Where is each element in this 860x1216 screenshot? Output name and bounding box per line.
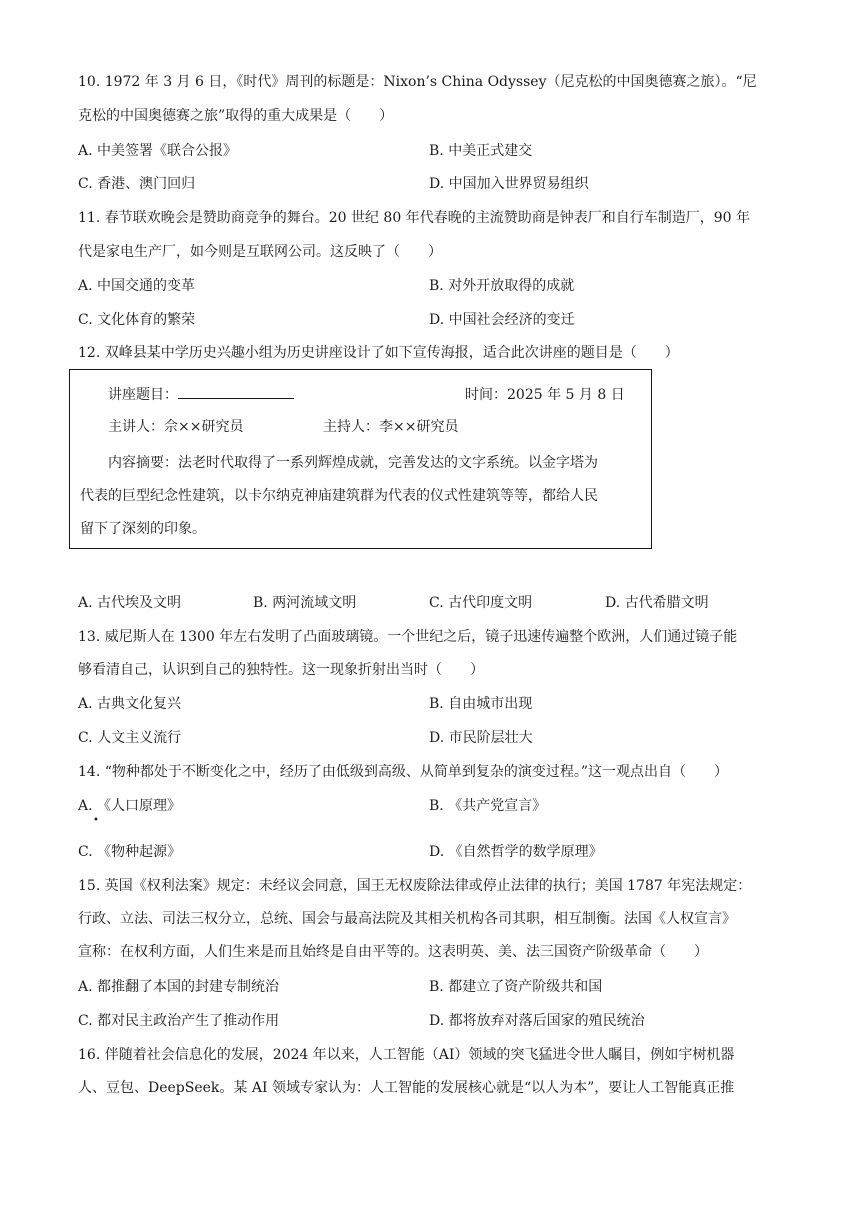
poster-summary-line3: 留下了深刻的印象。 — [80, 521, 206, 537]
q10-option-b[interactable]: B. 中美正式建交 — [429, 143, 533, 159]
q12-option-d[interactable]: D. 古代希腊文明 — [605, 595, 709, 611]
q14-stem-line1: 14. “物种都处于不断变化之中，经历了由低级到高级、从简单到复杂的演变过程。”这一观点出自（ ） — [78, 764, 729, 780]
q14-option-c[interactable]: C. 《物种起源》 — [78, 844, 182, 860]
poster-topic-blank — [178, 386, 294, 399]
poster-summary-line2: 代表的巨型纪念性建筑，以卡尔纳克神庙建筑群为代表的仪式性建筑等等，都给人民 — [80, 488, 598, 504]
q10-option-c[interactable]: C. 香港、澳门回归 — [78, 176, 196, 192]
q11-option-c[interactable]: C. 文化体育的繁荣 — [78, 312, 196, 328]
bullet-dot-mark: • — [93, 815, 99, 826]
q15-stem-line1: 15. 英国《权利法案》规定：未经议会同意，国王无权废除法律或停止法律的执行；美国 1787 年宪法规定： — [78, 878, 752, 894]
q10-stem-line1: 10. 1972 年 3 月 6 日，《时代》周刊的标题是：Nixon’s China Odyssey（尼克松的中国奥德赛之旅）。“尼 — [78, 74, 757, 90]
q11-stem-line2: 代是家电生产厂，如今则是互联网公司。这反映了（ ） — [78, 244, 442, 260]
q16-stem-line1: 16. 伴随着社会信息化的发展，2024 年以来，人工智能（AI）领域的突飞猛进令世人瞩目，例如宇树机器 — [78, 1047, 735, 1063]
q15-option-a[interactable]: A. 都推翻了本国的封建专制统治 — [78, 979, 280, 995]
q16-stem-line2: 人、豆包、DeepSeek。某 AI 领域专家认为：人工智能的发展核心就是“以人为本”，要让人工智能真正推 — [78, 1080, 735, 1096]
q12-stem-line1: 12. 双峰县某中学历史兴趣小组为历史讲座设计了如下宣传海报，适合此次讲座的题目是（ ） — [78, 345, 679, 361]
poster-speaker: 主讲人：佘××研究员 — [108, 419, 244, 435]
lecture-poster — [69, 369, 652, 549]
q11-option-d[interactable]: D. 中国社会经济的变迁 — [429, 312, 575, 328]
q12-option-a[interactable]: A. 古代埃及文明 — [78, 595, 182, 611]
q14-option-d[interactable]: D. 《自然哲学的数学原理》 — [429, 844, 603, 860]
poster-topic-label: 讲座题目： — [108, 387, 178, 403]
q12-option-c[interactable]: C. 古代印度文明 — [429, 595, 533, 611]
q13-option-b[interactable]: B. 自由城市出现 — [429, 696, 533, 712]
q15-option-c[interactable]: C. 都对民主政治产生了推动作用 — [78, 1013, 280, 1029]
q10-option-a[interactable]: A. 中美签署《联合公报》 — [78, 143, 238, 159]
poster-summary-line1: 内容摘要：法老时代取得了一系列辉煌成就，完善发达的文字系统。以金字塔为 — [108, 455, 598, 471]
q13-option-a[interactable]: A. 古典文化复兴 — [78, 696, 182, 712]
q11-option-a[interactable]: A. 中国交通的变革 — [78, 278, 196, 294]
q15-stem-line3: 宣称：在权利方面，人们生来是而且始终是自由平等的。这表明英、美、法三国资产阶级革命（ ） — [78, 944, 708, 960]
q13-option-c[interactable]: C. 人文主义流行 — [78, 730, 182, 746]
q11-option-b[interactable]: B. 对外开放取得的成就 — [429, 278, 575, 294]
poster-topic-row — [108, 386, 294, 404]
poster-host: 主持人：李××研究员 — [323, 419, 459, 435]
q13-stem-line2: 够看清自己，认识到自己的独特性。这一现象折射出当时（ ） — [78, 662, 484, 678]
poster-time: 时间：2025 年 5 月 8 日 — [465, 387, 625, 403]
q10-stem-line2: 克松的中国奥德赛之旅”取得的重大成果是（ ） — [78, 108, 394, 124]
q10-option-d[interactable]: D. 中国加入世界贸易组织 — [429, 176, 589, 192]
q14-option-b[interactable]: B. 《共产党宣言》 — [429, 798, 547, 814]
q15-option-b[interactable]: B. 都建立了资产阶级共和国 — [429, 979, 603, 995]
q15-stem-line2: 行政、立法、司法三权分立，总统、国会与最高法院及其相关机构各司其职，相互制衡。法国《人权宣言》 — [78, 911, 736, 927]
q13-stem-line1: 13. 威尼斯人在 1300 年左右发明了凸面玻璃镜。一个世纪之后，镜子迅速传遍整个欧洲，人们通过镜子能 — [78, 629, 738, 645]
q13-option-d[interactable]: D. 市民阶层壮大 — [429, 730, 533, 746]
q14-option-a[interactable]: A. 《人口原理》 — [78, 798, 182, 814]
q12-option-b[interactable]: B. 两河流域文明 — [253, 595, 357, 611]
q15-option-d[interactable]: D. 都将放弃对落后国家的殖民统治 — [429, 1013, 645, 1029]
q11-stem-line1: 11. 春节联欢晚会是赞助商竞争的舞台。20 世纪 80 年代春晚的主流赞助商是钟表厂和自行车制造厂，90 年 — [78, 210, 750, 226]
